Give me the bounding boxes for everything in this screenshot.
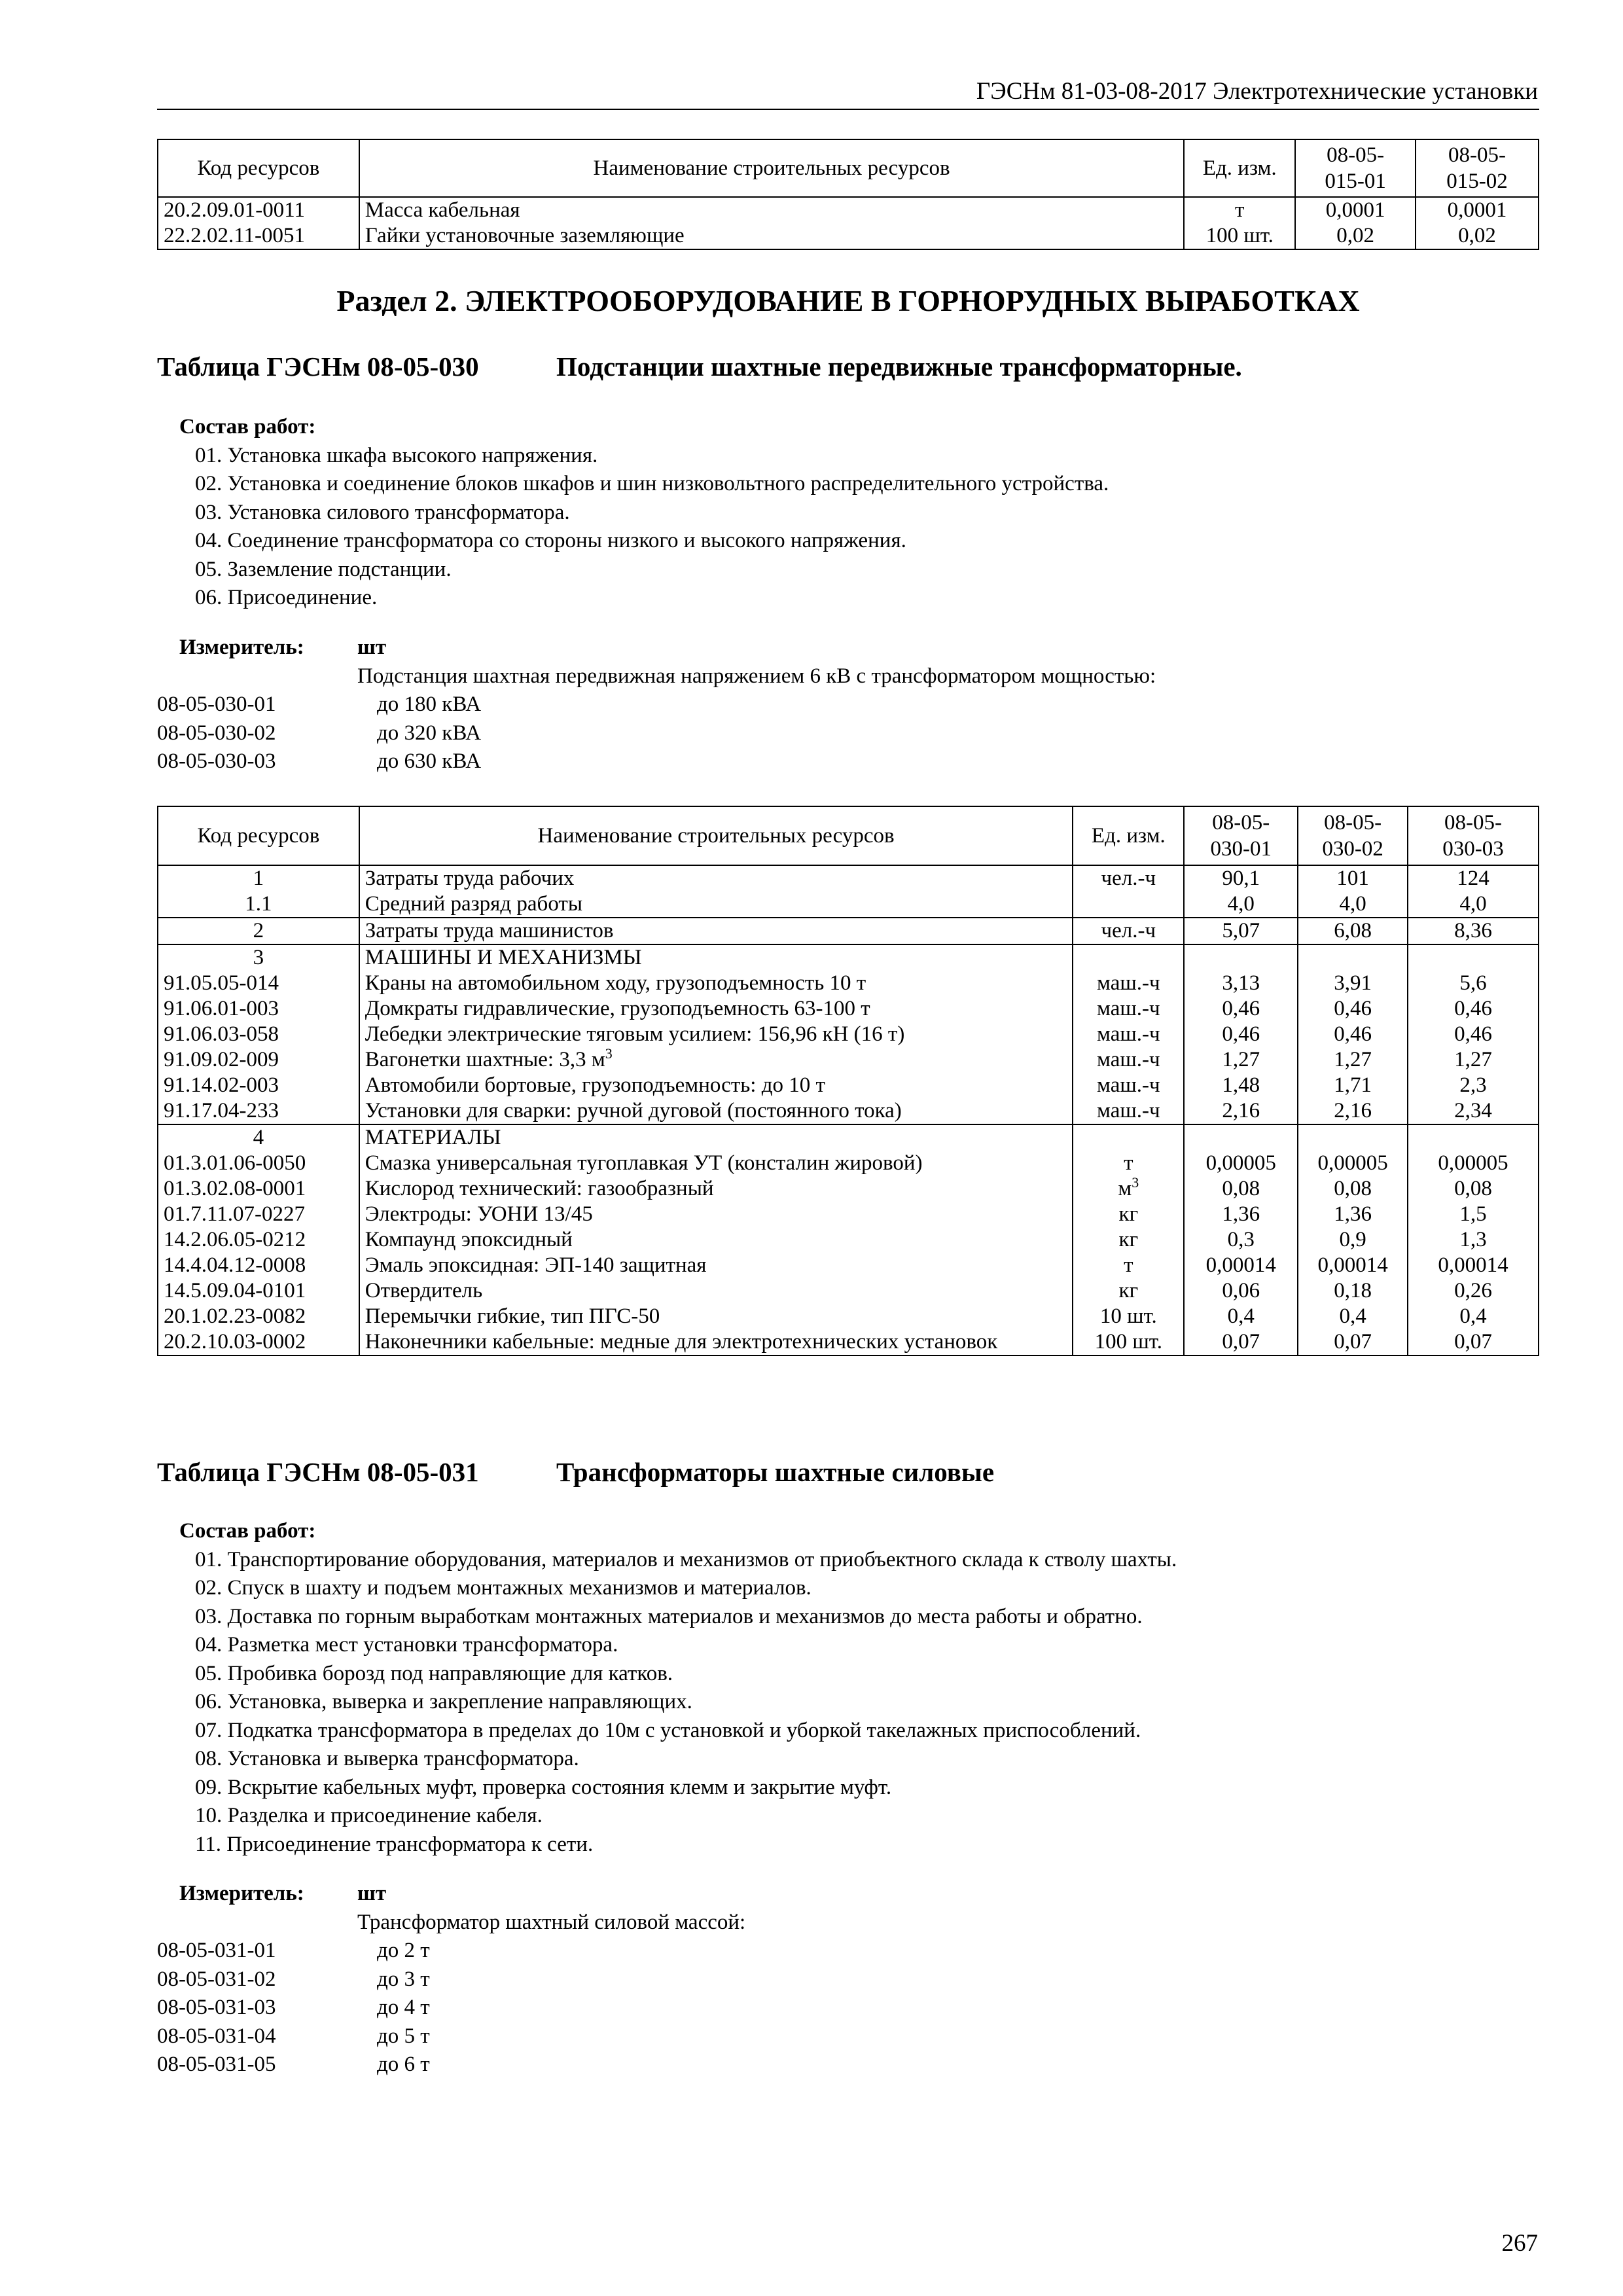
- norm-value: 0,07: [1298, 1329, 1408, 1355]
- resource-unit: [1073, 1329, 1184, 1355]
- resource-code: 14.2.06.05-0212: [158, 1227, 359, 1253]
- variant-row: [157, 1994, 1539, 2022]
- resource-code: 14.5.09.04-0101: [158, 1278, 359, 1304]
- norm-value: 0,46: [1298, 1022, 1408, 1047]
- resource-name-text: Затраты труда машинистов: [365, 919, 614, 942]
- resource-unit-text: чел.-ч: [1101, 867, 1156, 890]
- resource-unit: [1073, 1253, 1184, 1278]
- work-step: 03. Доставка по горным выработкам монтажных материалов и механизмов до места работы и обратно.: [195, 1604, 1143, 1628]
- table-row: [158, 1022, 1539, 1047]
- resource-unit: [1073, 1124, 1184, 1151]
- variant-text: до 3 т: [377, 1967, 430, 1991]
- resource-code: 01.3.02.08-0001: [158, 1176, 359, 1202]
- resource-unit-text: маш.-ч: [1097, 1048, 1160, 1071]
- norm-value: 0,26: [1408, 1278, 1539, 1304]
- resource-unit: [1073, 1151, 1184, 1176]
- resource-name: [359, 1151, 1073, 1176]
- norm-value: 0,18: [1298, 1278, 1408, 1304]
- resource-name: [359, 891, 1073, 918]
- table-row: [158, 1098, 1539, 1124]
- resource-unit-text: т: [1124, 1253, 1133, 1277]
- col-norm-3-header: 08-05- 030-03: [1408, 806, 1539, 865]
- table-row: [158, 996, 1539, 1022]
- norm-value: 0,00014: [1408, 1253, 1539, 1278]
- norm-value: 3,13: [1184, 971, 1298, 996]
- resource-name-text: Установки для сварки: ручной дуговой (постоянного тока): [365, 1099, 902, 1122]
- resource-name: [359, 1022, 1073, 1047]
- norm-value: 0,4: [1408, 1304, 1539, 1329]
- col-name-header: Наименование строительных ресурсов: [359, 806, 1073, 865]
- col-name-header: Наименование строительных ресурсов: [359, 139, 1185, 197]
- norm-value: 0,02: [1295, 223, 1416, 249]
- resource-name: [359, 1073, 1073, 1098]
- table-030-code: Таблица ГЭСНм 08-05-030: [157, 351, 479, 382]
- resource-unit: [1073, 1073, 1184, 1098]
- norm-value: 0,08: [1408, 1176, 1539, 1202]
- norm-value: 0,07: [1408, 1329, 1539, 1355]
- variant-text: до 180 кВА: [377, 692, 482, 716]
- norm-value: 3,91: [1298, 971, 1408, 996]
- table-row: [158, 944, 1539, 971]
- table-row: [158, 1227, 1539, 1253]
- resource-name-text: Смазка универсальная тугоплавкая УТ (консталин жировой): [365, 1151, 923, 1175]
- variant-text: до 6 т: [377, 2053, 430, 2076]
- variant-row: [157, 2022, 1539, 2051]
- resource-unit-text: кг: [1118, 1279, 1139, 1302]
- resource-name-text: Наконечники кабельные: медные для электротехнических установок: [365, 1330, 998, 1354]
- table-row: [158, 1253, 1539, 1278]
- variant-code: 08-05-031-05: [157, 2053, 276, 2076]
- work-step: 01. Транспортирование оборудования, материалов и механизмов от приобъектного склада к стволу шахты.: [195, 1547, 1177, 1571]
- work-step: 07. Подкатка трансформатора в пределах до 10м с установкой и уборкой такелажных приспособлений.: [195, 1718, 1141, 1742]
- norm-value: 0,08: [1184, 1176, 1298, 1202]
- table-row: [158, 1329, 1539, 1355]
- variant-text: до 630 кВА: [377, 749, 482, 773]
- resource-code: 91.17.04-233: [158, 1098, 359, 1124]
- table-row: [158, 1073, 1539, 1098]
- meter-030: [157, 634, 1539, 776]
- resource-name: [359, 996, 1073, 1022]
- resource-unit-text: маш.-ч: [1097, 1022, 1160, 1046]
- norm-value: 0,00014: [1298, 1253, 1408, 1278]
- variant-code: 08-05-030-03: [157, 749, 276, 773]
- resource-name: [359, 918, 1073, 944]
- col-norm-2-header: 08-05- 015-02: [1416, 139, 1539, 197]
- resource-unit: [1073, 944, 1184, 971]
- resource-name-text: Лебедки электрические тяговым усилием: 156,96 кН (16 т): [365, 1022, 905, 1046]
- table-031-code: Таблица ГЭСНм 08-05-031: [157, 1457, 479, 1487]
- resource-code: 4: [158, 1124, 359, 1151]
- resource-code: 14.4.04.12-0008: [158, 1253, 359, 1278]
- resource-unit-text: маш.-ч: [1097, 971, 1160, 995]
- resource-unit-text: кг: [1118, 1202, 1139, 1226]
- work-step: 06. Присоединение.: [195, 586, 378, 609]
- norm-value: 1,3: [1408, 1227, 1539, 1253]
- work-step: 04. Соединение трансформатора со стороны низкого и высокого напряжения.: [195, 529, 906, 552]
- resource-name-text: МАШИНЫ И МЕХАНИЗМЫ: [365, 946, 642, 969]
- meter-unit: шт: [357, 636, 387, 659]
- resource-unit-text: маш.-ч: [1097, 1073, 1160, 1097]
- resource-name: Гайки установочные заземляющие: [359, 223, 1185, 249]
- resource-unit: [1073, 1098, 1184, 1124]
- col-norm-1-header: 08-05- 030-01: [1184, 806, 1298, 865]
- resource-unit-text: м: [1118, 1177, 1132, 1200]
- col-unit-header: Ед. изм.: [1184, 139, 1295, 197]
- table-row: [158, 1124, 1539, 1151]
- norm-value: 5,6: [1408, 971, 1539, 996]
- superscript: 3: [605, 1045, 613, 1062]
- resource-code: 22.2.02.11-0051: [158, 223, 359, 249]
- work-step: 05. Пробивка борозд под направляющие для катков.: [195, 1661, 673, 1685]
- norm-value: 0,0001: [1416, 197, 1539, 223]
- resource-code: 20.2.10.03-0002: [158, 1329, 359, 1355]
- resource-name-text: Вагонетки шахтные: 3,3 м: [365, 1048, 605, 1071]
- resource-name-text: Автомобили бортовые, грузоподъемность: до 10 т: [365, 1073, 825, 1097]
- meter-label: Измеритель:: [179, 1882, 304, 1905]
- running-title: ГЭСНм 81-03-08-2017 Электротехнические установки: [976, 78, 1538, 105]
- resource-unit: [1073, 891, 1184, 918]
- resource-unit-text: маш.-ч: [1097, 1099, 1160, 1122]
- norm-value: 1,27: [1184, 1047, 1298, 1073]
- work-step: 05. Заземление подстанции.: [195, 557, 452, 581]
- norm-value: 1,71: [1298, 1073, 1408, 1098]
- norm-value: 1,48: [1184, 1073, 1298, 1098]
- table-row: [158, 1278, 1539, 1304]
- resource-name: [359, 944, 1073, 971]
- meter-031: [157, 1880, 1539, 2079]
- col-norm-2-header: 08-05- 030-02: [1298, 806, 1408, 865]
- norm-value: 0,00005: [1298, 1151, 1408, 1176]
- work-composition-label: Состав работ:: [179, 1519, 316, 1543]
- norm-value: 0,00005: [1184, 1151, 1298, 1176]
- table-row: [158, 1151, 1539, 1176]
- resource-name: [359, 1278, 1073, 1304]
- resource-name: [359, 971, 1073, 996]
- norm-value: 1,27: [1408, 1047, 1539, 1073]
- section-title: Раздел 2. ЭЛЕКТРООБОРУДОВАНИЕ В ГОРНОРУДНЫХ ВЫРАБОТКАХ: [336, 284, 1360, 317]
- norm-value: 0,46: [1408, 996, 1539, 1022]
- variant-row: [157, 2051, 1539, 2079]
- resource-name-text: Краны на автомобильном ходу, грузоподъемность 10 т: [365, 971, 866, 995]
- resource-code: 01.3.01.06-0050: [158, 1151, 359, 1176]
- resource-name: [359, 1047, 1073, 1073]
- norm-value: 2,34: [1408, 1098, 1539, 1124]
- resource-code: 20.1.02.23-0082: [158, 1304, 359, 1329]
- work-step: 01. Установка шкафа высокого напряжения.: [195, 443, 598, 467]
- header-rule: [157, 109, 1539, 110]
- norm-value: 0,46: [1408, 1022, 1539, 1047]
- resource-code: 1.1: [158, 891, 359, 918]
- norm-value: 0,08: [1298, 1176, 1408, 1202]
- col-code-header: Код ресурсов: [158, 139, 359, 197]
- resource-name-text: Кислород технический: газообразный: [365, 1177, 714, 1200]
- resource-unit: [1073, 1047, 1184, 1073]
- norm-value: 2,16: [1298, 1098, 1408, 1124]
- resource-code: 20.2.09.01-0011: [158, 197, 359, 223]
- variant-text: до 2 т: [377, 1939, 430, 1962]
- meter-unit: шт: [357, 1882, 387, 1905]
- resource-code: 91.14.02-003: [158, 1073, 359, 1098]
- norm-value: 6,08: [1298, 918, 1408, 944]
- resource-name: [359, 1202, 1073, 1227]
- norm-value: 0,06: [1184, 1278, 1298, 1304]
- resource-code: 91.05.05-014: [158, 971, 359, 996]
- norm-value: 0,4: [1184, 1304, 1298, 1329]
- resource-unit: [1073, 1278, 1184, 1304]
- resource-name: [359, 1227, 1073, 1253]
- work-step: 02. Спуск в шахту и подъем монтажных механизмов и материалов.: [195, 1576, 812, 1600]
- resource-name: [359, 1176, 1073, 1202]
- resource-code: 91.09.02-009: [158, 1047, 359, 1073]
- resource-name: [359, 1304, 1073, 1329]
- norm-value: 1,36: [1298, 1202, 1408, 1227]
- variant-row: [157, 1965, 1539, 1994]
- resources-table-030: [157, 806, 1539, 1356]
- norm-value: 8,36: [1408, 918, 1539, 944]
- norm-value: [1298, 1124, 1408, 1151]
- variant-code: 08-05-030-02: [157, 721, 276, 745]
- resource-unit: [1073, 1202, 1184, 1227]
- resource-name: [359, 1098, 1073, 1124]
- table-row: [158, 197, 1539, 223]
- resource-code: 91.06.01-003: [158, 996, 359, 1022]
- norm-value: 0,46: [1184, 1022, 1298, 1047]
- variant-text: до 5 т: [377, 2024, 430, 2048]
- resource-name-text: Затраты труда рабочих: [365, 867, 575, 890]
- variant-code: 08-05-030-01: [157, 692, 276, 716]
- resource-name-text: Компаунд эпоксидный: [365, 1228, 573, 1251]
- resource-unit: [1073, 1227, 1184, 1253]
- meter-description: Трансформатор шахтный силовой массой:: [357, 1910, 746, 1934]
- meter-description: Подстанция шахтная передвижная напряжением 6 кВ с трансформатором мощностью:: [357, 664, 1156, 688]
- table-031-title: [157, 1456, 994, 1488]
- resource-name-text: Домкраты гидравлические, грузоподъемность 63-100 т: [365, 997, 870, 1020]
- variant-code: 08-05-031-01: [157, 1939, 276, 1962]
- resource-code: 2: [158, 918, 359, 944]
- work-step: 03. Установка силового трансформатора.: [195, 500, 570, 524]
- resource-name-text: Отвердитель: [365, 1279, 483, 1302]
- table-row: [158, 1047, 1539, 1073]
- resource-unit: т: [1184, 197, 1295, 223]
- table-row: [158, 971, 1539, 996]
- resource-unit: [1073, 971, 1184, 996]
- resource-unit-text: т: [1124, 1151, 1133, 1175]
- table-row: [158, 1176, 1539, 1202]
- resource-unit-text: 100 шт.: [1094, 1330, 1162, 1354]
- norm-value: 2,3: [1408, 1073, 1539, 1098]
- variant-row: [157, 747, 1539, 776]
- resource-name-text: Перемычки гибкие, тип ПГС-50: [365, 1304, 660, 1328]
- norm-value: 4,0: [1298, 891, 1408, 918]
- resource-name-text: МАТЕРИАЛЫ: [365, 1126, 501, 1149]
- variant-text: до 4 т: [377, 1996, 430, 2019]
- variant-code: 08-05-031-02: [157, 1967, 276, 1991]
- resource-code: 1: [158, 865, 359, 891]
- resource-unit-text: чел.-ч: [1101, 919, 1156, 942]
- resource-name: [359, 865, 1073, 891]
- norm-value: [1184, 1124, 1298, 1151]
- table-031-name: Трансформаторы шахтные силовые: [556, 1457, 995, 1487]
- resource-code: 01.7.11.07-0227: [158, 1202, 359, 1227]
- work-step: 08. Установка и выверка трансформатора.: [195, 1747, 579, 1770]
- resource-unit: [1073, 1304, 1184, 1329]
- work-composition-label: Состав работ:: [179, 415, 316, 439]
- work-step: 10. Разделка и присоединение кабеля.: [195, 1804, 543, 1827]
- norm-value: 1,27: [1298, 1047, 1408, 1073]
- table-030-name: Подстанции шахтные передвижные трансформаторные.: [556, 351, 1242, 382]
- variant-row: [157, 691, 1539, 719]
- resource-name: [359, 1253, 1073, 1278]
- page-number: 267: [1501, 2230, 1538, 2257]
- work-step: 06. Установка, выверка и закрепление направляющих.: [195, 1690, 692, 1713]
- norm-value: [1298, 944, 1408, 971]
- resource-unit: [1073, 865, 1184, 891]
- norm-value: 0,4: [1298, 1304, 1408, 1329]
- norm-value: 0,46: [1298, 996, 1408, 1022]
- work-step: 02. Установка и соединение блоков шкафов и шин низковольтного распределительного устройства.: [195, 472, 1109, 495]
- norm-value: 0,9: [1298, 1227, 1408, 1253]
- norm-value: 0,00005: [1408, 1151, 1539, 1176]
- resource-unit: [1073, 1176, 1184, 1202]
- resource-name: Масса кабельная: [359, 197, 1185, 223]
- table-row: [158, 1202, 1539, 1227]
- col-code-header: Код ресурсов: [158, 806, 359, 865]
- table-row: [158, 1304, 1539, 1329]
- table-row: [158, 865, 1539, 891]
- norm-value: [1408, 944, 1539, 971]
- work-step: 09. Вскрытие кабельных муфт, проверка состояния клемм и закрытие муфт.: [195, 1775, 892, 1799]
- variant-code: 08-05-031-04: [157, 2024, 276, 2048]
- norm-value: 0,46: [1184, 996, 1298, 1022]
- variant-text: до 320 кВА: [377, 721, 482, 745]
- resource-unit: [1073, 996, 1184, 1022]
- norm-value: 124: [1408, 865, 1539, 891]
- norm-value: 4,0: [1184, 891, 1298, 918]
- work-composition-030: [157, 413, 1539, 613]
- table-row: [158, 918, 1539, 944]
- resource-name: [359, 1329, 1073, 1355]
- work-step: 11. Присоединение трансформатора к сети.: [195, 1832, 594, 1856]
- superscript: 3: [1132, 1174, 1139, 1191]
- norm-value: [1408, 1124, 1539, 1151]
- variant-row: [157, 719, 1539, 748]
- work-step: 04. Разметка мест установки трансформатора.: [195, 1633, 618, 1657]
- resource-unit: [1073, 918, 1184, 944]
- norm-value: 5,07: [1184, 918, 1298, 944]
- variant-code: 08-05-031-03: [157, 1996, 276, 2019]
- resource-name-text: Средний разряд работы: [365, 892, 582, 916]
- resource-unit-text: кг: [1118, 1228, 1139, 1251]
- norm-value: [1184, 944, 1298, 971]
- resource-unit-text: маш.-ч: [1097, 997, 1160, 1020]
- resource-name-text: Эмаль эпоксидная: ЭП-140 защитная: [365, 1253, 707, 1277]
- norm-value: 0,00014: [1184, 1253, 1298, 1278]
- resource-unit: [1073, 1022, 1184, 1047]
- table-row: [158, 891, 1539, 918]
- table-030-title: [157, 350, 1242, 383]
- resource-name: [359, 1124, 1073, 1151]
- norm-value: 1,5: [1408, 1202, 1539, 1227]
- col-unit-header: Ед. изм.: [1073, 806, 1184, 865]
- meter-label: Измеритель:: [179, 636, 304, 659]
- resource-unit-text: 10 шт.: [1099, 1304, 1157, 1328]
- norm-value: 90,1: [1184, 865, 1298, 891]
- work-composition-031: [157, 1517, 1539, 1859]
- norm-value: 0,0001: [1295, 197, 1416, 223]
- norm-value: 0,07: [1184, 1329, 1298, 1355]
- variant-row: [157, 1937, 1539, 1965]
- norm-value: 1,36: [1184, 1202, 1298, 1227]
- norm-value: 4,0: [1408, 891, 1539, 918]
- norm-value: 0,3: [1184, 1227, 1298, 1253]
- resource-name-text: Электроды: УОНИ 13/45: [365, 1202, 593, 1226]
- resource-code: 3: [158, 944, 359, 971]
- resource-unit: 100 шт.: [1184, 223, 1295, 249]
- norm-value: 0,02: [1416, 223, 1539, 249]
- resources-table-015: [157, 139, 1539, 250]
- col-norm-1-header: 08-05- 015-01: [1295, 139, 1416, 197]
- norm-value: 101: [1298, 865, 1408, 891]
- norm-value: 2,16: [1184, 1098, 1298, 1124]
- table-row: [158, 223, 1539, 249]
- resource-code: 91.06.03-058: [158, 1022, 359, 1047]
